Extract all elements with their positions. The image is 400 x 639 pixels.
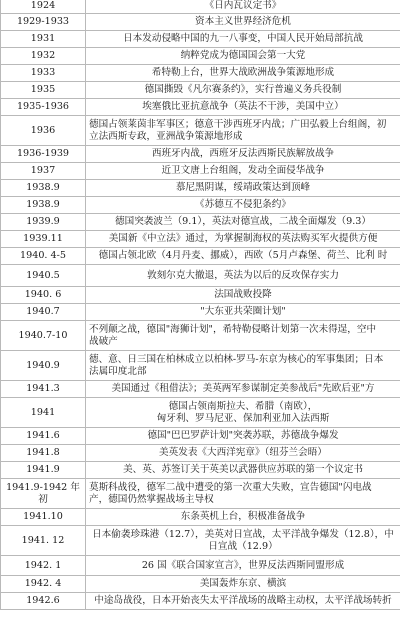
year-cell: 1941.3 xyxy=(1,381,86,398)
year-cell: 1941. 12 xyxy=(1,526,86,556)
event-cell xyxy=(86,231,400,248)
year-cell: 1940.7-10 xyxy=(1,321,86,351)
table-row xyxy=(1,248,400,265)
table-row xyxy=(1,428,400,445)
event-text: 法国战败投降 xyxy=(214,289,272,300)
year-cell: 1936 xyxy=(1,116,86,146)
event-text: 匈牙利、罗马尼亚、保加利亚加入法西斯 xyxy=(156,412,330,424)
year-cell: 1940.5 xyxy=(1,265,86,287)
event-text: 美国新《中立法》通过，为掌握制海权的英法购买军火提供方便 xyxy=(108,233,378,244)
table-row xyxy=(1,99,400,116)
event-cell xyxy=(86,509,400,526)
year-cell: 1940. 6 xyxy=(1,287,86,304)
event-cell xyxy=(86,116,400,146)
event-cell xyxy=(86,31,400,48)
event-cell xyxy=(86,556,400,576)
event-text: "大东亚共荣圈计划" xyxy=(200,306,286,317)
table-row xyxy=(1,163,400,180)
event-text: 德国占领南斯拉夫、希腊（南欧）， xyxy=(168,400,318,412)
table-row xyxy=(1,265,400,287)
table-row xyxy=(1,479,400,509)
event-text: 德国"巴巴罗萨计划"突袭苏联，苏德战争爆发 xyxy=(147,430,339,441)
event-cell xyxy=(86,381,400,398)
year-cell: 1941.8 xyxy=(1,445,86,462)
event-text: 产，德国仍然掌握战场主导权 xyxy=(89,493,214,505)
event-cell xyxy=(86,163,400,180)
table-row xyxy=(1,146,400,163)
event-cell xyxy=(86,576,400,593)
table-row xyxy=(1,231,400,248)
event-cell xyxy=(86,593,400,610)
year-cell: 1940. 4-5 xyxy=(1,248,86,265)
event-cell xyxy=(86,351,400,381)
event-text: 资本主义世界经济危机 xyxy=(195,16,291,27)
year-cell: 1939.11 xyxy=(1,231,86,248)
table-row xyxy=(1,526,400,556)
year-cell: 1939.9 xyxy=(1,214,86,231)
event-text: 德国占领莱茵非军事区；德意干涉西班牙内战；广田弘毅上台组阁，初 xyxy=(89,118,387,130)
year-cell: 1942.6 xyxy=(1,593,86,610)
year-cell: 1941.9 xyxy=(1,462,86,479)
event-text: 东条英机上台，积极准备战争 xyxy=(180,511,306,522)
event-cell xyxy=(86,428,400,445)
year-cell: 1929-1933 xyxy=(1,14,86,31)
year-cell: 1942. 4 xyxy=(1,576,86,593)
event-cell xyxy=(86,197,400,214)
event-cell xyxy=(86,321,400,351)
year-cell: 1938.9 xyxy=(1,180,86,197)
event-text: 日宣战（12.9） xyxy=(208,540,278,552)
event-text: 埃塞俄比亚抗意战争（英法不干涉，美国中立） xyxy=(142,101,344,112)
event-text: 法属印度北部 xyxy=(89,365,147,377)
event-text: 《日内瓦议定书》 xyxy=(204,0,282,11)
year-cell: 1938.9 xyxy=(1,197,86,214)
event-text: 美英发表《大西洋宪章》（纽芬兰会晤） xyxy=(159,447,327,458)
year-cell: 1935 xyxy=(1,82,86,99)
event-cell xyxy=(86,65,400,82)
event-text: 敦刻尔克大撤退，英法为以后的反攻保存实力 xyxy=(147,269,339,281)
event-text: 中途岛战役，日本开始丧失太平洋战场的战略主动权，太平洋战场转折 xyxy=(94,595,392,606)
event-text: 德国突袭波兰（9.1），英法对德宣战，二战全面爆发（9.3） xyxy=(115,216,371,227)
event-text: 立法西斯专政，亚洲战争策源地形成 xyxy=(89,130,243,142)
year-cell: 1941.9-1942 年初 xyxy=(1,479,86,509)
event-text: 日本偷袭珍珠港（12.7），美英对日宣战，太平洋战争爆发（12.8），中 xyxy=(92,528,394,540)
event-cell xyxy=(86,14,400,31)
event-text: 26 国《联合国家宣言》，世界反法西斯同盟形成 xyxy=(141,559,345,571)
event-text: 德国撕毁《凡尔赛条约》，实行普遍义务兵役制 xyxy=(144,84,342,95)
event-cell xyxy=(86,214,400,231)
year-cell: 1937 xyxy=(1,163,86,180)
year-cell: 1941 xyxy=(1,398,86,428)
table-row xyxy=(1,48,400,65)
event-text: 美国通过《租借法》；美英两军参谋制定美参战后"先欧后亚"方 xyxy=(111,383,375,394)
event-cell xyxy=(86,445,400,462)
table-row xyxy=(1,0,400,14)
table-row xyxy=(1,593,400,610)
event-cell xyxy=(86,82,400,99)
table-row xyxy=(1,462,400,479)
year-cell: 1941.10 xyxy=(1,509,86,526)
event-text: 不列颠之战，德国"海狮计划"，希特勒侵略计划第一次未得逞，空中 xyxy=(89,323,377,335)
event-cell xyxy=(86,287,400,304)
year-cell: 1942. 1 xyxy=(1,556,86,576)
event-text: 希特勒上台，世界大战欧洲战争策源地形成 xyxy=(151,67,335,78)
event-text: 西班牙内战，西班牙反法西斯民族解放战争 xyxy=(151,148,335,159)
event-cell xyxy=(86,479,400,509)
year-cell: 1936-1939 xyxy=(1,146,86,163)
timeline-body xyxy=(1,0,400,610)
event-cell xyxy=(86,462,400,479)
event-cell xyxy=(86,248,400,265)
event-cell xyxy=(86,304,400,321)
table-row xyxy=(1,14,400,31)
year-cell: 1941.6 xyxy=(1,428,86,445)
table-row xyxy=(1,82,400,99)
event-text: 《苏德互不侵犯条约》 xyxy=(195,199,291,210)
event-text: 纳粹党成为德国国会第一大党 xyxy=(180,50,306,61)
year-cell: 1940.7 xyxy=(1,304,86,321)
year-cell: 1931 xyxy=(1,31,86,48)
event-text: 莫斯科战役，德军二战中遭受的第一次重大失败，宣告德国"闪电战 xyxy=(89,481,372,493)
year-cell: 1935-1936 xyxy=(1,99,86,116)
event-text: 战破产 xyxy=(89,335,118,347)
year-cell: 1933 xyxy=(1,65,86,82)
table-row xyxy=(1,576,400,593)
event-cell xyxy=(86,146,400,163)
event-text: 近卫文唐上台组阁，发动全面侵华战争 xyxy=(161,165,325,176)
year-cell: 1940.9 xyxy=(1,351,86,381)
table-row xyxy=(1,197,400,214)
year-cell: 1924 xyxy=(1,0,86,14)
table-row xyxy=(1,65,400,82)
event-cell xyxy=(86,265,400,287)
event-text: 美、英、苏签订关于英美以武器供应苏联的第一个议定书 xyxy=(123,464,363,475)
table-row xyxy=(1,509,400,526)
event-text: 慕尼黑阴谋，绥靖政策达到顶峰 xyxy=(175,182,311,193)
table-row xyxy=(1,398,400,428)
event-text: 德国占领北欧（4月丹麦、挪威），西欧（5月卢森堡、荷兰、比利 时 xyxy=(98,250,388,261)
year-cell: 1932 xyxy=(1,48,86,65)
event-text: 美国轰炸东京、横滨 xyxy=(199,578,287,589)
event-cell xyxy=(86,0,400,14)
table-row xyxy=(1,31,400,48)
event-cell xyxy=(86,48,400,65)
event-cell xyxy=(86,99,400,116)
table-row xyxy=(1,304,400,321)
table-row xyxy=(1,180,400,197)
event-cell xyxy=(86,180,400,197)
table-row xyxy=(1,321,400,351)
table-row xyxy=(1,556,400,576)
event-cell xyxy=(86,526,400,556)
event-cell xyxy=(86,398,400,428)
table-row xyxy=(1,351,400,381)
event-text: 日本发动侵略中国的九一八事变，中国人民开始局部抗战 xyxy=(123,33,363,44)
table-row xyxy=(1,116,400,146)
table-row xyxy=(1,445,400,462)
event-text: 德、意、日三国在柏林成立以柏林-罗马-东京为核心的军事集团；日本 xyxy=(89,353,384,365)
table-row xyxy=(1,214,400,231)
table-row xyxy=(1,287,400,304)
table-row xyxy=(1,381,400,398)
